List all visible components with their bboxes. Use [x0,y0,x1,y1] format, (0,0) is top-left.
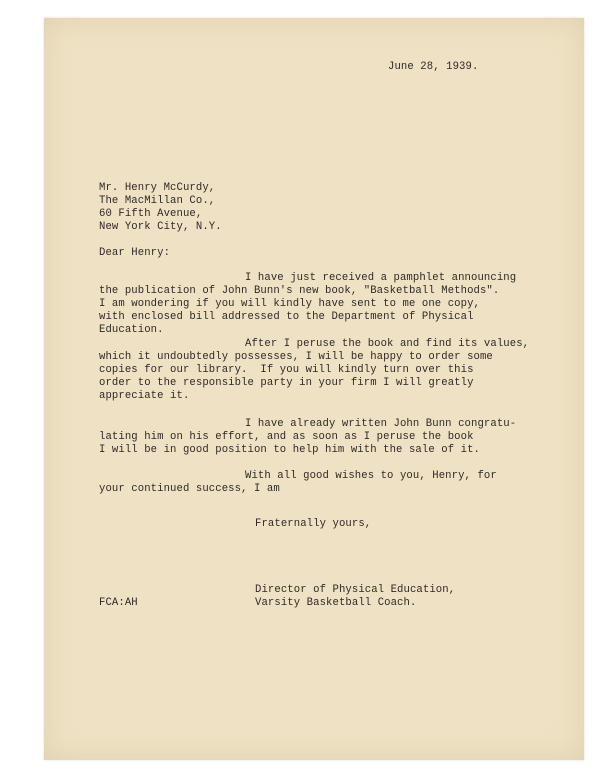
paragraph-4 [99,470,497,496]
signature-block [255,584,455,610]
paragraph-2-line-1: After I peruse the book and find its values, [245,338,530,350]
paragraph-1-line-2: the publication of John Bunn's new book, "Basketball Methods". [99,285,500,297]
address-line-street: 60 Fifth Avenue, [99,208,203,220]
address-line-name: Mr. Henry McCurdy, [99,182,216,194]
paragraph-4-line-2: your continued success, I am [99,483,280,495]
reference-initials: FCA:AH [99,597,138,609]
paragraph-3-line-1: I have already written John Bunn congratu- [245,418,517,430]
paragraph-2-line-4: order to the responsible party in your firm I will greatly [99,377,474,389]
paragraph-1-line-5: Education. [99,324,164,336]
paragraph-3-line-2: lating him on his effort, and as soon as I peruse the book [99,431,474,443]
letter-date: June 28, 1939. [388,61,479,73]
complimentary-close: Fraternally yours, [255,518,372,530]
paragraph-3-line-3: I will be in good position to help him with the sale of it. [99,444,480,456]
paragraph-1-line-1: I have just received a pamphlet announcing [245,272,517,284]
paragraph-2-line-2: which it undoubtedly possesses, I will be happy to order some [99,351,493,363]
address-line-company: The MacMillan Co., [99,195,216,207]
paragraph-2-line-3: copies for our library. If you will kindly turn over this [99,364,474,376]
paragraph-4-line-1: With all good wishes to you, Henry, for [245,470,497,482]
signature-title-1: Director of Physical Education, [255,584,456,596]
paragraph-3 [99,418,516,457]
signature-title-2: Varsity Basketball Coach. [255,597,417,609]
recipient-address [99,182,222,234]
address-line-city: New York City, N.Y. [99,221,222,233]
salutation: Dear Henry: [99,247,171,259]
paragraph-1 [99,272,516,337]
paragraph-2 [99,338,529,403]
paragraph-1-line-3: I am wondering if you will kindly have sent to me one copy, [99,298,480,310]
paragraph-2-line-5: appreciate it. [99,390,190,402]
paragraph-1-line-4: with enclosed bill addressed to the Department of Physical [99,311,474,323]
